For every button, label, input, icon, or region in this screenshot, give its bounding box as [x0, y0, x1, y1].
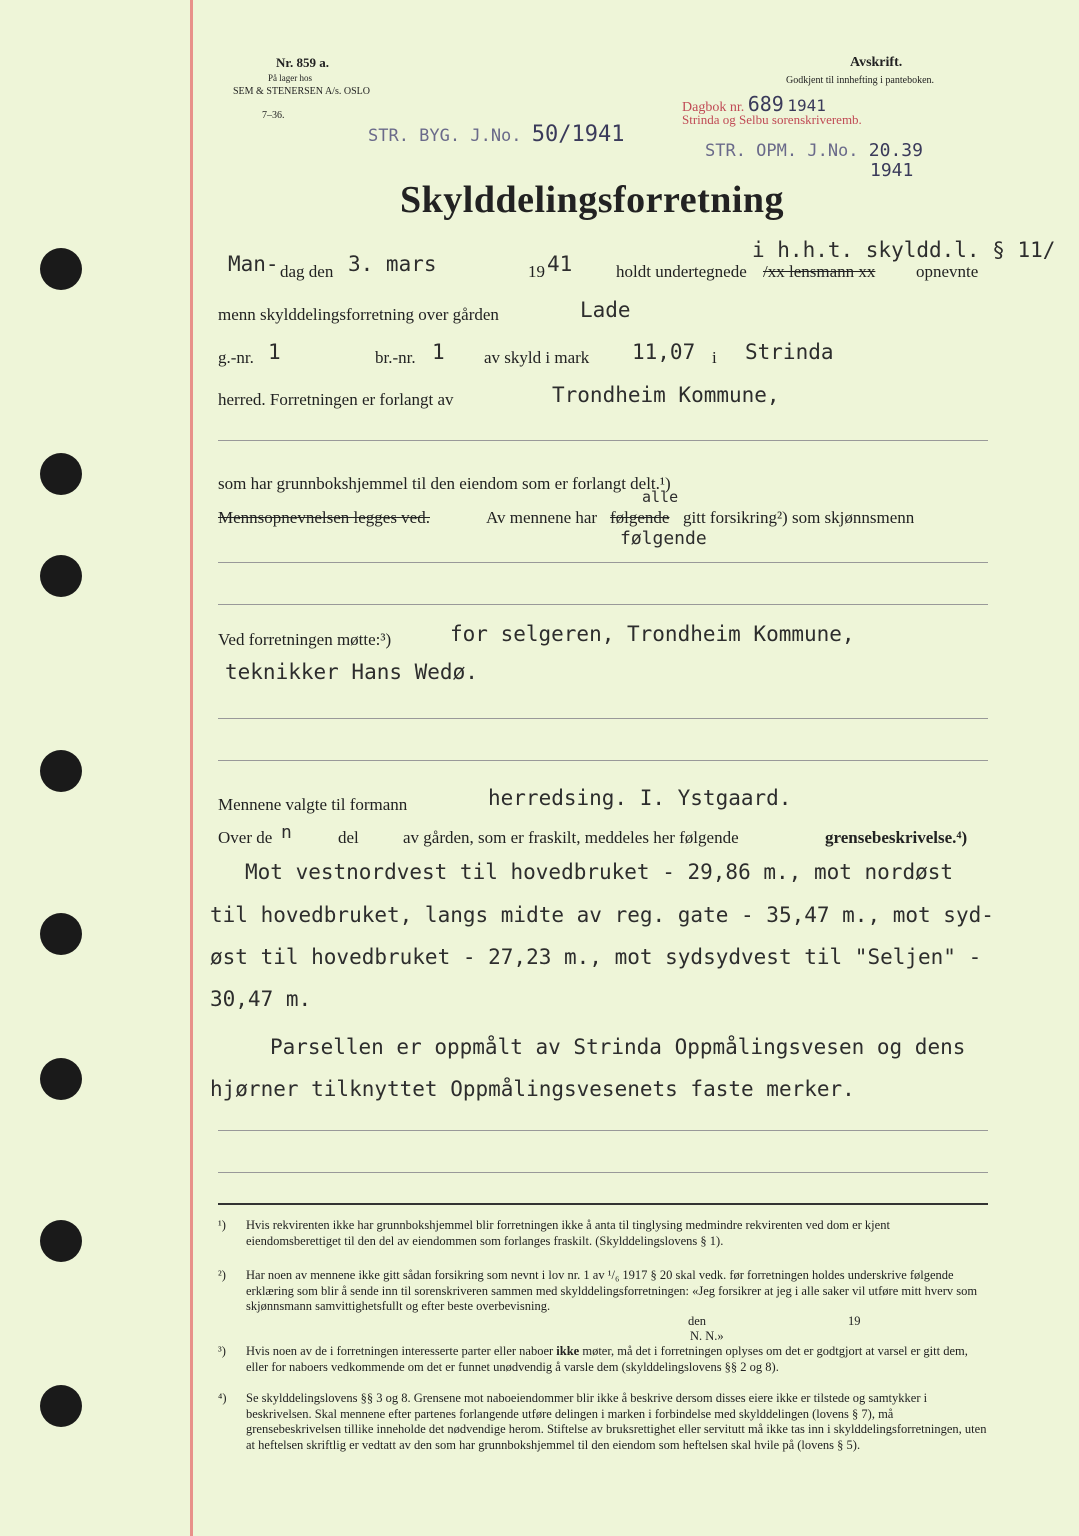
footnote-3	[218, 1344, 988, 1375]
year-prefix: 19	[528, 262, 545, 281]
publisher-line1: På lager hos	[268, 73, 312, 83]
footnote-nn: N. N.»	[690, 1329, 724, 1343]
over-label: Over de	[218, 828, 273, 847]
mennene-text-a: Av mennene har	[486, 508, 598, 527]
footnote-text: Hvis rekvirenten ikke har grunnbokshjemmel blir forretningen ikke å anta til tinglysing medmindre rekvirenten ved dom er kjent eiendomsberettiget til den del av eiendommen som forlanges fraskilt. (Skylddelingslovens § 1).	[246, 1218, 890, 1248]
punch-hole	[40, 1385, 82, 1427]
description-line: øst til hovedbruket - 27,23 m., mot sydsydvest til "Seljen" -	[210, 945, 982, 969]
held-by-label: holdt undertegnede	[616, 262, 747, 281]
footnote-den: den	[688, 1314, 707, 1328]
requester-hand: Trondheim Kommune,	[552, 383, 780, 407]
str-opm-year: 1941	[870, 160, 914, 181]
footnote-2	[218, 1268, 988, 1315]
str-byg-stamp	[368, 122, 625, 147]
form-number: Nr. 859 a.	[276, 55, 329, 70]
gnr-label: g.-nr.	[218, 348, 254, 367]
str-byg-number: 50/1941	[531, 122, 625, 147]
blank-rule	[218, 760, 988, 761]
document-title: Skylddelingsforretning	[400, 179, 785, 221]
punch-hole	[40, 248, 82, 290]
approved-note: Godkjent til innhefting i panteboken.	[786, 75, 935, 86]
str-opm-label: STR. OPM. J.No.	[705, 141, 859, 161]
hjemmel-text: som har grunnbokshjemmel til den eiendom som er forlangt delt.¹)	[218, 474, 671, 493]
insert-alle: alle	[642, 488, 679, 506]
footnote-text: Se skylddelingslovens §§ 3 og 8. Grensene mot naboeiendommer blir ikke å beskrive dersom disses eiere ikke er tilstede og samtykker i beskrivelsen. Skal mennene efter partenes forlangende utføre delingen i marken i forbindelse med skylddelingen (lovens § 7), må grensebeskrivelsen tillike inneholde det nødvendige herom. Stiftelse av bruksrettighet eller servitutt må ikke tas inn i skylddelingsforretningen, uten at heftelsen skriftlig er vedtatt av den som har grunnbokshjemmel til den eiendom som heftelsen skal hvile på (lovens § 5).	[246, 1391, 987, 1452]
skyld-hand: 11,07	[632, 340, 696, 364]
blank-rule	[218, 718, 988, 719]
description-line: Parsellen er oppmålt av Strinda Oppmålingsvesen og dens	[270, 1035, 966, 1059]
requester-label: herred. Forretningen er forlangt av	[218, 390, 454, 409]
punch-hole	[40, 555, 82, 597]
struck-lensmann: /xx lensmann xx	[763, 262, 876, 281]
publisher-line2: SEM & STENERSEN A/s. OSLO	[233, 86, 370, 97]
farm-hand: Lade	[580, 298, 631, 322]
str-opm-number: 20.39	[868, 140, 923, 161]
mennene-text-b: gitt forsikring²) som skjønnsmenn	[683, 508, 915, 527]
blank-rule	[218, 562, 988, 563]
str-byg-label: STR. BYG. J.No.	[368, 126, 522, 146]
description-line: Mot vestnordvest til hovedbruket - 29,86 m., mot nordøst	[245, 860, 954, 884]
struck-folgende: følgende	[610, 508, 670, 527]
margin-line	[190, 0, 193, 1536]
year-hand: 41	[547, 252, 573, 276]
dagbok-label: Dagbok nr.	[682, 100, 745, 115]
footnote-text	[246, 1344, 988, 1375]
dagbok-year: 1941	[787, 96, 826, 115]
footnote-number: ²)	[218, 1268, 226, 1282]
footnote-year: 19	[848, 1314, 861, 1328]
blank-rule	[218, 1172, 988, 1173]
authority-hand: i h.h.t. skyldd.l. § 11/	[752, 238, 1056, 262]
appointed-label: opnevnte	[916, 262, 979, 281]
description-line: hjørner tilknyttet Oppmålingsvesenets faste merker.	[210, 1077, 855, 1101]
fraskilt-text: av gården, som er fraskilt, meddeles her følgende	[403, 828, 739, 847]
description-line: til hovedbruket, langs midte av reg. gate - 35,47 m., mot syd-	[210, 903, 994, 927]
gnr-hand: 1	[268, 340, 281, 364]
footnote-text: Har noen av mennene ikke gitt sådan forsikring som nevnt i lov nr. 1 av ¹/₆ 1917 § 20 skal vedk. før forretningen holdes underskrive følgende erklæring som blir å sende inn til sorenskriveren sammen med skylddelingsforretningen: «Jeg forsikrer at jeg i alle saker vil utføre mitt hverv som skjønnsmann samvittighetsfullt og efter beste overbevisning.	[246, 1268, 978, 1313]
weekday-hand: Man-	[228, 252, 279, 276]
del-label: del	[338, 828, 359, 847]
punch-hole	[40, 1220, 82, 1262]
dagbok-number: 689	[747, 92, 784, 116]
footnote-number: ⁴)	[218, 1391, 227, 1405]
chair-label: Mennene valgte til formann	[218, 795, 408, 814]
district-stamp: Strinda og Selbu sorenskriveremb.	[682, 112, 862, 127]
punch-hole	[40, 453, 82, 495]
n-hand: n	[281, 822, 292, 843]
blank-rule	[218, 440, 988, 441]
footnote-number: ³)	[218, 1344, 226, 1358]
footnote-number: ¹)	[218, 1218, 226, 1232]
footnote-1	[218, 1218, 988, 1249]
footnote-text-b: møter, må det i forretningen oplyses om det er godtgjort at varsel er gitt dem, eller for naboers vedkommende om det er funnet unødvendig å varsle dem (skylddelingslovens §§ 2 og 8).	[246, 1344, 968, 1374]
struck-opnevnelse: Mennsopnevnelsen legges ved.	[218, 508, 430, 527]
bnr-label: br.-nr.	[375, 348, 416, 367]
punch-hole	[40, 913, 82, 955]
attendance-hand-a: for selgeren, Trondheim Kommune,	[450, 622, 855, 646]
bnr-hand: 1	[432, 340, 445, 364]
footnote-4	[218, 1391, 988, 1453]
municipality-hand: Strinda	[745, 340, 834, 364]
folgende-hand: følgende	[620, 528, 707, 549]
description-line: 30,47 m.	[210, 987, 312, 1011]
chair-hand: herredsing. I. Ystgaard.	[488, 786, 792, 810]
copy-label: Avskrift.	[850, 55, 903, 70]
footnote-separator	[218, 1203, 988, 1205]
publisher-code: 7–36.	[262, 110, 285, 121]
punch-hole	[40, 750, 82, 792]
blank-rule	[218, 1130, 988, 1131]
i-label: i	[712, 348, 717, 367]
blank-rule	[218, 604, 988, 605]
footnote-text-a: Hvis noen av de i forretningen interesserte parter eller naboer	[246, 1344, 554, 1358]
attendance-label: Ved forretningen møtte:³)	[218, 630, 392, 649]
date-hand: 3. mars	[348, 252, 437, 276]
line-date	[228, 252, 988, 286]
dag-den-label: dag den	[280, 262, 334, 281]
punch-hole	[40, 1058, 82, 1100]
str-opm-stamp	[705, 140, 923, 161]
farm-label: menn skylddelingsforretning over gården	[218, 305, 499, 324]
skyld-label: av skyld i mark	[484, 348, 590, 367]
attendance-hand-b: teknikker Hans Wedø.	[225, 660, 478, 684]
grensebeskrivelse-label: grensebeskrivelse.⁴)	[825, 828, 968, 847]
footnote-bold: ikke	[556, 1344, 580, 1358]
